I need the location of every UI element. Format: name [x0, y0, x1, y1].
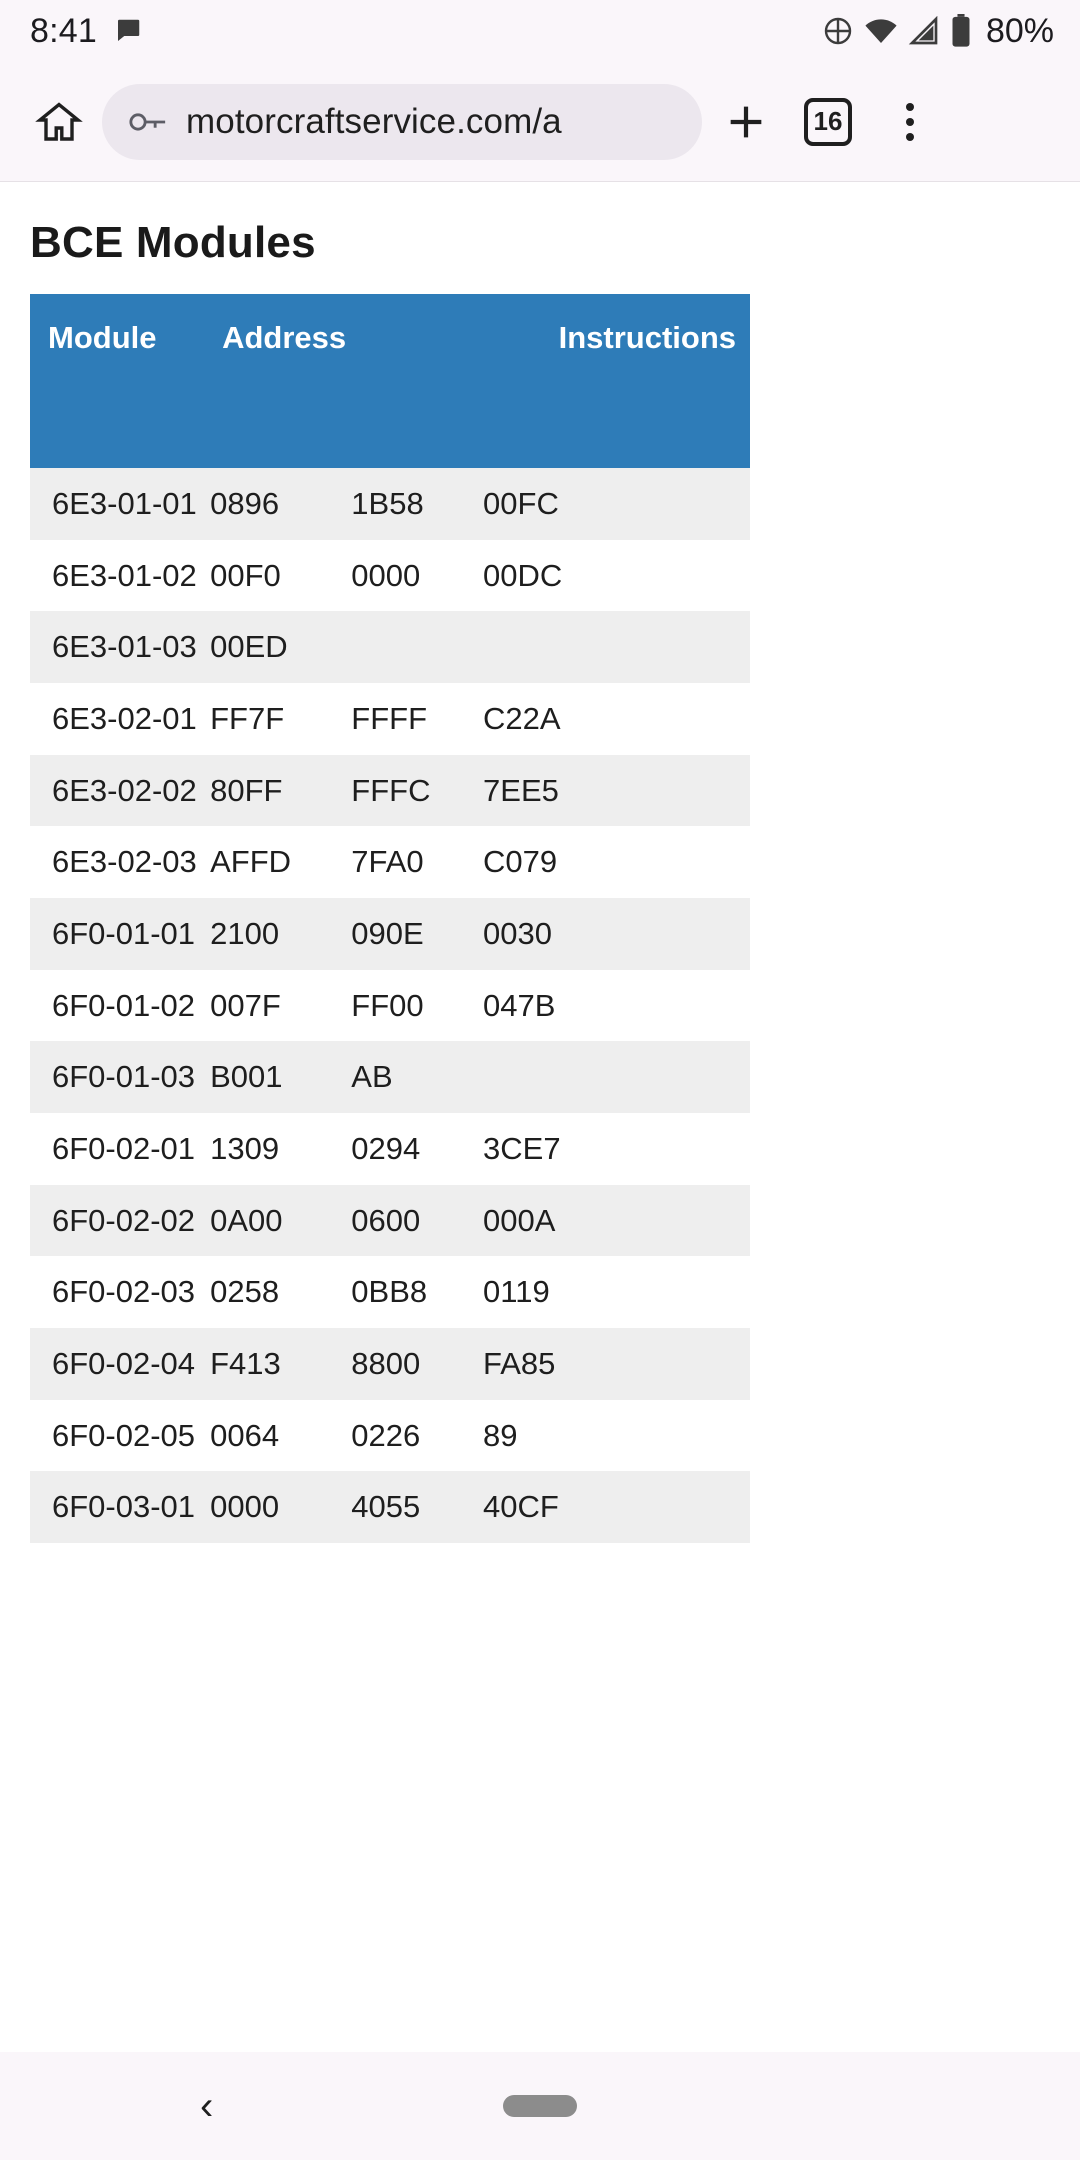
cell-instruction-2: 047B: [483, 987, 556, 1023]
cell-instruction-3: [609, 1400, 750, 1472]
back-chevron-icon[interactable]: ‹: [200, 2084, 214, 2128]
table-row: [30, 898, 750, 970]
wifi-icon: [864, 16, 898, 46]
status-bar-right: [822, 12, 1054, 51]
battery-icon: [950, 14, 972, 48]
cell-instruction-3: [609, 1328, 750, 1400]
cell-instruction-1: 1B58: [351, 486, 424, 521]
table-head: [30, 294, 750, 468]
url-text: motorcraftservice.com/a: [186, 101, 562, 141]
cell-instruction-1: 0BB8: [351, 1274, 428, 1310]
bce-modules-table: [30, 294, 750, 1543]
table-row: [30, 970, 750, 1042]
cell-module: 6E3-02-03: [52, 844, 197, 880]
table-row: [30, 1041, 750, 1113]
cell-instruction-2: [477, 1041, 609, 1113]
table-body: [30, 468, 750, 1543]
cell-instruction-3: [609, 683, 750, 755]
system-navigation-bar: [0, 2052, 1080, 2160]
cell-module: 6F0-02-03: [52, 1274, 196, 1310]
location-icon: [822, 15, 854, 47]
cell-address: 0064: [210, 1417, 280, 1453]
cell-module: 6F0-02-01: [52, 1131, 196, 1167]
cell-address: 80FF: [210, 772, 283, 808]
permission-key-icon[interactable]: [128, 105, 168, 139]
cell-instruction-3: [609, 826, 750, 898]
cell-address: FF7F: [210, 701, 285, 737]
cell-address: 2100: [210, 916, 280, 952]
cell-instruction-2: 000A: [483, 1202, 556, 1238]
cell-instruction-2: 0030: [483, 916, 552, 952]
table-row: [30, 755, 750, 827]
table-row: [30, 540, 750, 612]
cell-address: AFFD: [210, 844, 292, 880]
cell-instruction-3: [609, 1256, 750, 1328]
home-button[interactable]: [22, 85, 96, 159]
tab-switcher-button[interactable]: [790, 84, 866, 160]
cell-module: 6E3-01-03: [52, 629, 197, 665]
cell-module: 6E3-02-01: [52, 701, 197, 737]
cell-instruction-1: FF00: [351, 987, 424, 1023]
table-row: [30, 1400, 750, 1472]
cell-instruction-3: [609, 468, 750, 540]
cell-instruction-3: [609, 540, 750, 612]
cell-instruction-2: FA85: [483, 1346, 556, 1382]
cell-module: 6F0-02-02: [52, 1202, 196, 1238]
cell-address: 0258: [210, 1274, 280, 1310]
cell-instruction-1: FFFC: [351, 772, 431, 808]
cell-instruction-1: 0600: [351, 1202, 421, 1238]
cellular-signal-icon: [908, 16, 940, 46]
cell-address: 0000: [210, 1489, 280, 1525]
cell-address: 0896: [210, 486, 280, 521]
table-row: [30, 1256, 750, 1328]
cell-instruction-2: 0119: [483, 1274, 550, 1310]
cell-instruction-2: 3CE7: [483, 1131, 561, 1167]
cell-instruction-1: 0000: [351, 557, 421, 593]
table-row: [30, 611, 750, 683]
cell-module: 6E3-01-02: [52, 557, 197, 593]
cell-address: F413: [210, 1346, 281, 1382]
cell-instruction-2: [477, 611, 609, 683]
table-row: [30, 1185, 750, 1257]
cell-module: 6E3-01-01: [52, 486, 197, 521]
plus-icon: [723, 99, 769, 145]
table-header-row: [30, 294, 750, 468]
cell-instruction-1: 7FA0: [351, 844, 424, 880]
status-bar-left: [30, 12, 143, 51]
cell-instruction-2: C22A: [483, 701, 561, 737]
browser-toolbar: [0, 62, 1080, 182]
cell-instruction-3: [609, 1041, 750, 1113]
cell-address: 0A00: [210, 1202, 283, 1238]
cell-instruction-3: [609, 611, 750, 683]
cell-module: 6F0-01-03: [52, 1059, 196, 1095]
cell-address: 00ED: [210, 629, 288, 665]
cell-instruction-3: [609, 1471, 750, 1543]
cell-module: 6F0-01-02: [52, 987, 196, 1023]
cell-instruction-1: [345, 611, 477, 683]
page-title: BCE Modules: [30, 218, 316, 267]
more-options-icon: [906, 103, 914, 141]
battery-percent-label: 80%: [985, 11, 1054, 50]
new-tab-button[interactable]: [708, 84, 784, 160]
cell-instruction-1: 090E: [351, 916, 424, 952]
cell-instruction-2: 00FC: [483, 486, 559, 521]
cell-module: 6F0-03-01: [52, 1489, 196, 1525]
status-bar: [0, 0, 1080, 62]
table-row: [30, 1328, 750, 1400]
cell-instruction-1: 4055: [351, 1489, 421, 1525]
column-header-address: Address: [204, 294, 477, 468]
table-row: [30, 683, 750, 755]
cell-instruction-2: 89: [483, 1417, 518, 1453]
status-clock: 8:41: [30, 11, 97, 50]
cell-instruction-2: C079: [483, 844, 558, 880]
cell-module: 6E3-02-02: [52, 772, 197, 808]
cell-module: 6F0-02-04: [52, 1346, 196, 1382]
bce-modules-table-wrapper: [30, 294, 750, 1543]
cell-instruction-3: [609, 898, 750, 970]
cell-instruction-1: AB: [351, 1059, 393, 1095]
cell-instruction-3: [609, 755, 750, 827]
cell-instruction-3: [609, 1185, 750, 1257]
url-bar[interactable]: [102, 84, 702, 160]
cell-instruction-3: [609, 970, 750, 1042]
cell-address: 007F: [210, 987, 281, 1023]
table-row: [30, 468, 750, 540]
web-page-content: [0, 182, 1080, 2052]
more-options-button[interactable]: [872, 84, 948, 160]
cell-instruction-3: [609, 1113, 750, 1185]
table-row: [30, 1113, 750, 1185]
cell-module: 6F0-01-01: [52, 916, 196, 952]
table-row: [30, 1471, 750, 1543]
table-row: [30, 826, 750, 898]
home-icon: [35, 98, 83, 146]
cell-instruction-1: 0294: [351, 1131, 421, 1167]
cell-instruction-1: 0226: [351, 1417, 421, 1453]
tab-count-label: 16: [804, 98, 852, 146]
chat-bubble-icon: [113, 16, 143, 46]
column-header-instructions: Instructions: [477, 294, 750, 468]
cell-address: B001: [210, 1059, 283, 1095]
cell-module: 6F0-02-05: [52, 1417, 196, 1453]
cell-instruction-2: 7EE5: [483, 772, 559, 808]
cell-instruction-2: 40CF: [483, 1489, 559, 1525]
cell-instruction-2: 00DC: [483, 557, 563, 593]
column-header-module: Module: [30, 294, 204, 468]
home-gesture-pill[interactable]: [503, 2095, 577, 2117]
cell-instruction-1: 8800: [351, 1346, 421, 1382]
cell-address: 1309: [210, 1131, 280, 1167]
cell-address: 00F0: [210, 557, 281, 593]
cell-instruction-1: FFFF: [351, 701, 428, 737]
